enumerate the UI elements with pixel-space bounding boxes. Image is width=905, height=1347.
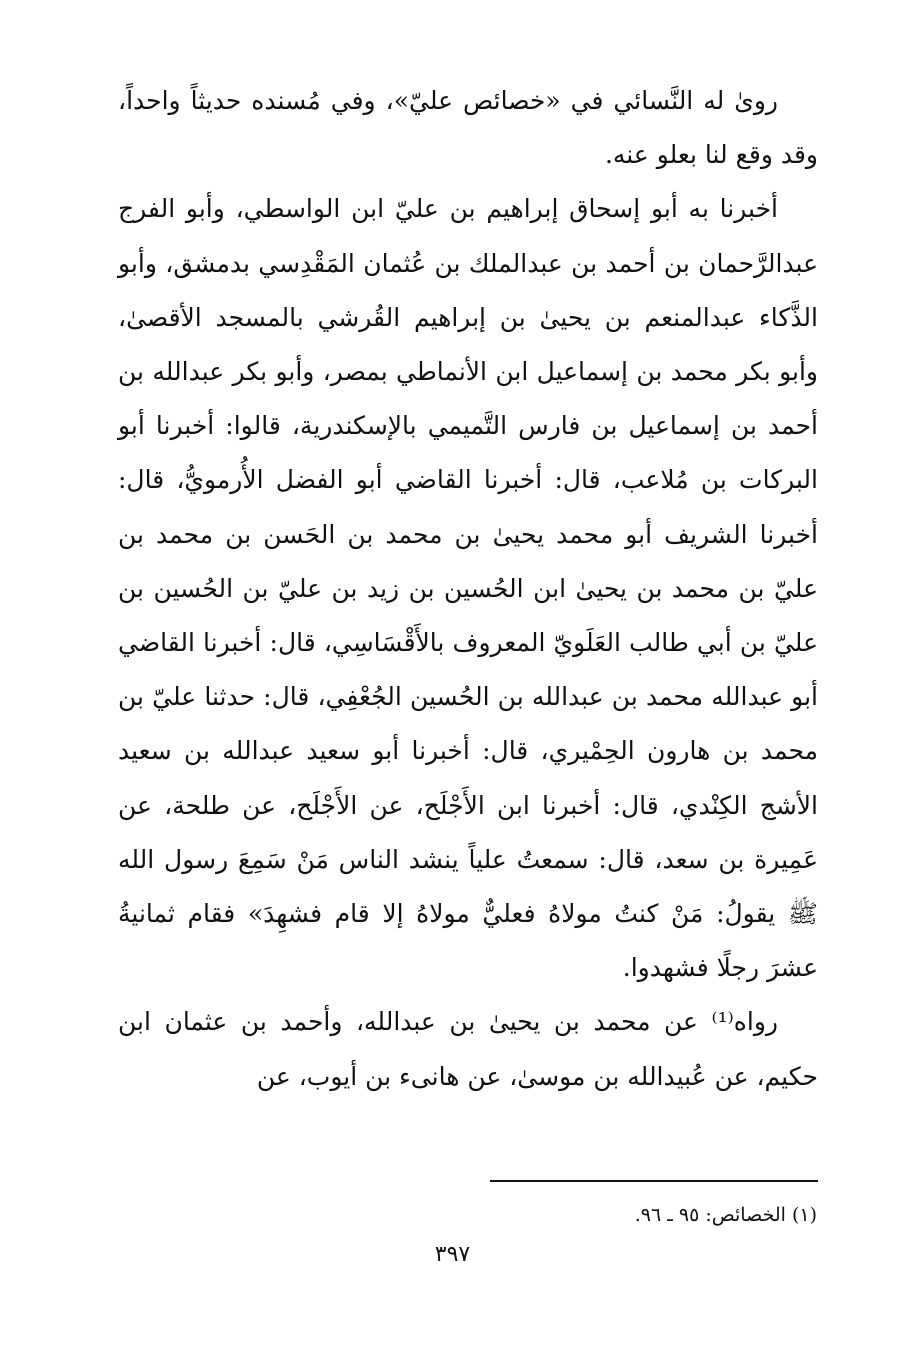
footnote: (١) الخصائص: ٩٥ ـ ٩٦. bbox=[634, 1204, 817, 1226]
paragraph-3: رواه⁽¹⁾ عن محمد بن يحيىٰ بن عبدالله، وأحمد بن عثمان ابن حكيم، عن عُبيدالله بن موسىٰ، عن هانىء بن أيوب، عن bbox=[118, 1007, 818, 1091]
paragraph-2: أخبرنا به أبو إسحاق إبراهيم بن عليّ ابن الواسطي، وأبو الفرج عبدالرَّحمان بن أحمد بن عبدالملك بن عُثمان المَقْدِسي بدمشق، وأبو الذَّكاء عبدالمنعم بن يحيىٰ بن إبراهيم القُرشي بالمسجد الأقصىٰ، وأبو بكر محمد بن إسماعيل ابن الأنماطي بمصر، وأبو بكر عبدالله بن أحمد بن إسماعيل بن فارس التَّميمي بالإسكندرية، قالوا: أخبرنا أبو البركات بن مُلاعب، قال: أخبرنا القاضي أبو الفضل الأُرمويُّ، قال: أخبرنا الشريف أبو محمد يحيىٰ بن محمد بن الحَسن بن محمد بن عليّ بن محمد بن يحيىٰ ابن الحُسين بن زيد بن عليّ بن الحُسين بن عليّ بن أبي طالب العَلَويّ المعروف بالأَقْسَاسِي، قال: أخبرنا القاضي أبو عبدالله محمد بن عبدالله بن الحُسين الجُعْفِي، قال: حدثنا عليّ بن محمد بن هارون الحِمْيري، قال: أخبرنا أبو سعيد عبدالله بن سعيد الأشج الكِنْدي، قال: أخبرنا ابن الأَجْلَح، عن الأَجْلَح، عن طلحة، عن عَمِيرة بن سعد، قال: سمعتُ علياً ينشد الناس مَنْ سَمِعَ رسول الله ﷺ يقولُ: مَنْ كنتُ مولاهُ فعليٌّ مولاهُ إلا قام فشهِدَ» فقام ثمانيةُ عشرَ رجلًا فشهدوا. bbox=[118, 194, 818, 983]
footnote-divider bbox=[490, 1180, 818, 1182]
page-number: ٣٩٧ bbox=[434, 1242, 471, 1267]
paragraph-1: روىٰ له النَّسائي في «خصائص عليّ»، وفي مُسنده حديثاً واحداً، وقد وقع لنا بعلو عنه. bbox=[118, 86, 818, 170]
main-text bbox=[118, 74, 818, 1104]
